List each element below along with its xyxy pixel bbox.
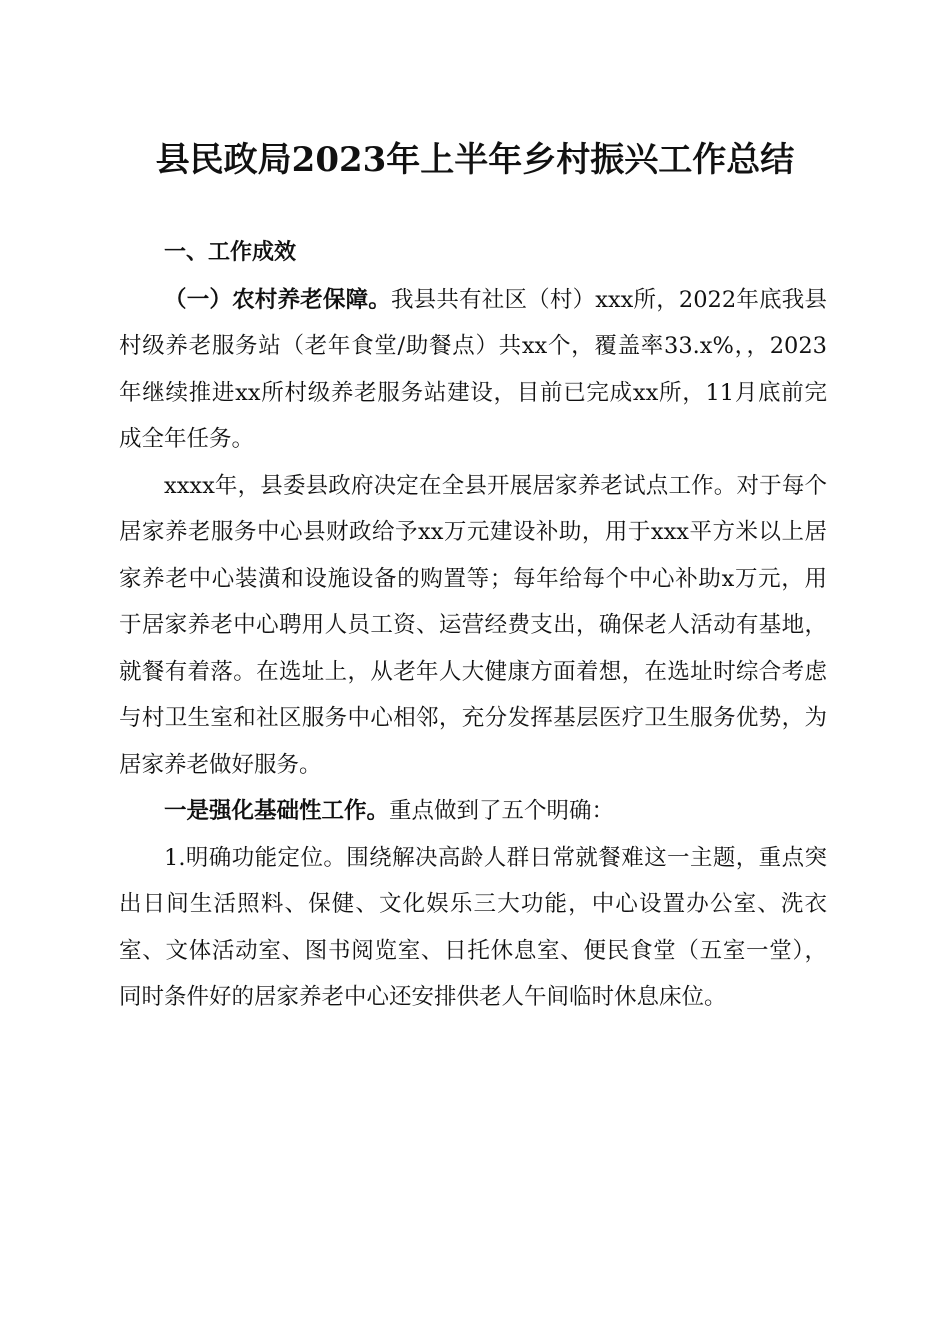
- paragraph-home-care-pilot: [119, 463, 827, 789]
- paragraph-lead: （一）农村养老保障。: [164, 286, 391, 313]
- section-heading: 一、工作成效: [164, 240, 297, 265]
- paragraph-text: 重点做到了五个明确：: [389, 798, 615, 824]
- paragraph-text: xxxx年，县委县政府决定在全县开展居家养老试点工作。对于每个居家养老服务中心县财政给予xx万元建设补助，用于xxx平方米以上居家养老中心装潢和设施设备的购置等；每年给每个中心补助x万元，用于居家养老中心聘用人员工资、运营经费支出，确保老人活动有基地，就餐有着落。在选址上，从老年人大健康方面着想，在选址时综合考虑与村卫生室和社区服务中心相邻，充分发挥基层医疗卫生服务优势，为居家养老做好服务。: [119, 472, 827, 778]
- paragraph-text: 我县共有社区（村）xxx所，2022年底我县村级养老服务站（老年食堂/助餐点）共xx个，覆盖率33.x%，，2023年继续推进xx所村级养老服务站建设，目前已完成xx所，11月底前完成全年任务。: [119, 286, 827, 452]
- paragraph-lead: 一是强化基础性工作。: [164, 798, 390, 824]
- paragraph-strengthen-foundation: [119, 788, 827, 835]
- document-title: 县民政局2023年上半年乡村振兴工作总结: [155, 140, 795, 180]
- paragraph-function-positioning: [119, 835, 827, 1021]
- paragraph-text: 1.明确功能定位。围绕解决高龄人群日常就餐难这一主题，重点突出日间生活照料、保健、文化娱乐三大功能，中心设置办公室、洗衣室、文体活动室、图书阅览室、日托休息室、便民食堂（五室一堂），同时条件好的居家养老中心还安排供老人午间临时休息床位。: [119, 844, 827, 1010]
- paragraph-rural-elderly-care: [119, 277, 827, 463]
- document-body: [119, 230, 827, 1021]
